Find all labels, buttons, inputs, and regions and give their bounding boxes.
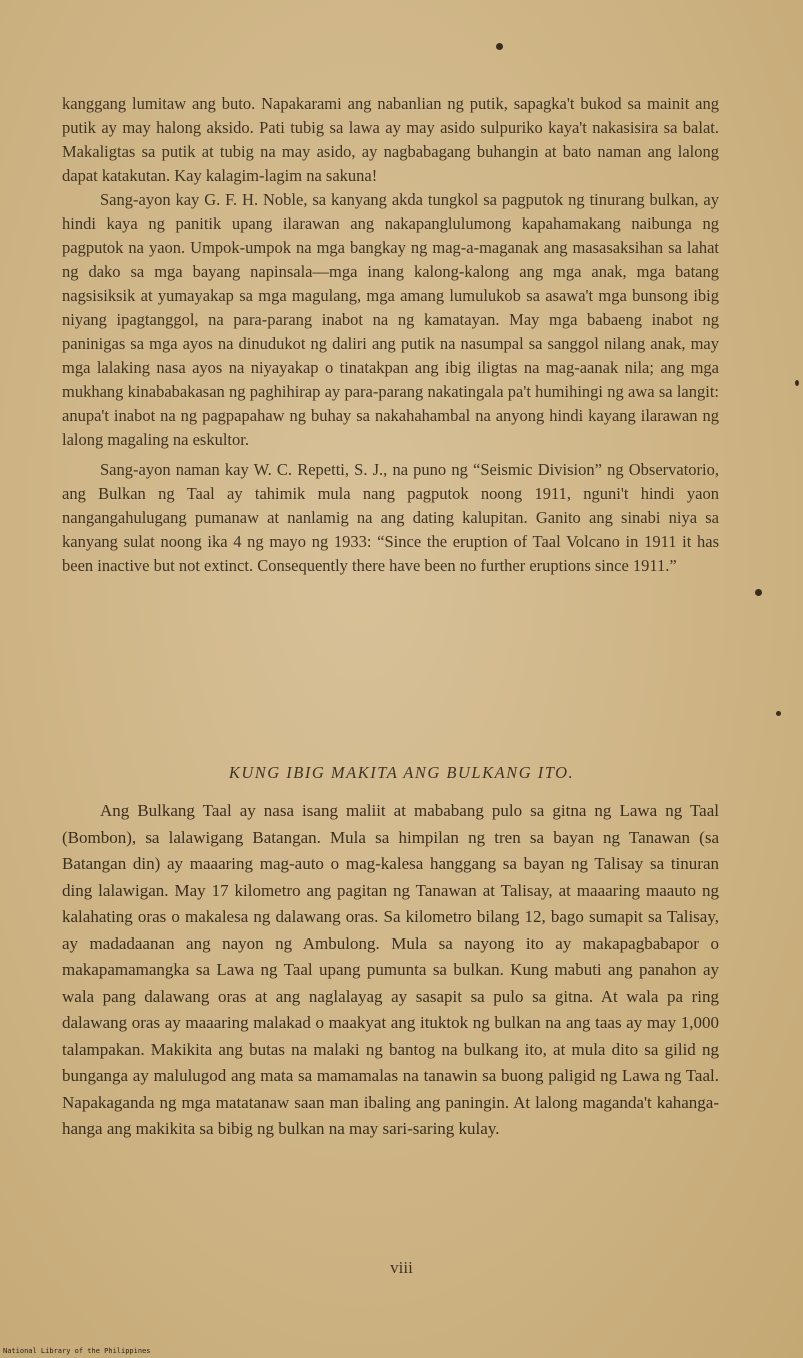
ink-speck: [755, 589, 762, 596]
ink-speck: [496, 43, 503, 50]
paragraph-3: Sang-ayon naman kay W. C. Repetti, S. J., na puno ng “Seismic Division” ng Observatorio, ang Bulkan ng Taal ay tahimik mula nang pagputok noong 1911, nguni't hindi yaon nangangahulugang pumanaw at nanlamig na ang dating kalupitan. Ganito ang sinabi niya sa kanyang sulat noong ika 4 ng mayo ng 1933: “Since the eruption of Taal Volcano in 1911 it has been inactive but not extinct. Consequently there have been no further eruptions since 1911.”: [62, 460, 719, 575]
page-number: viii: [390, 1258, 413, 1277]
lower-text: [62, 798, 719, 1143]
ink-speck: [795, 380, 799, 386]
paragraph-1: kanggang lumitaw ang buto. Napakarami ang nabanlian ng putik, sapagka't bukod sa mainit ang putik ay may halong aksido. Pati tubig sa lawa ay may asido sulpuriko kaya't nakasisira sa balat. Makaligtas sa putik at tubig na may asido, ay nagbabagang buhangin at bato naman ang lalong dapat katakutan. Kay kalagim-lagim na sakuna!: [62, 94, 719, 185]
paragraph-2: Sang-ayon kay G. F. H. Noble, sa kanyang akda tungkol sa pagputok ng tinurang bulkan, ay hindi kaya ng panitik upang ilarawan ang nakapanglulumong kapahamakang naibunga ng pagputok na yaon. Umpok-umpok na mga bangkay ng mag-a-maganak ang masasaksihan sa lahat ng dako sa mga bayang napinsala—mga inang kalong-kalong ang mga anak, mga batang nagsisiksik at yumayakap sa mga magulang, mga amang lumulukob sa asawa't mga bunsong ibig niyang ipagtanggol, na para-parang inabot na ng kamatayan. May mga babaeng inabot ng paninigas sa mga ayos na dinudukot ng daliri ang putik na nasumpal sa sanggol nilang anak, may mga lalaking nasa ayos na niyayakap o tinatakpan ang ibig iligtas na mag-aanak nila; ang mga mukhang kinababakasan ng paghihirap ay para-parang nakatingala pa't humihingi ng awa sa langit: anupa't inabot na ng pagpapahaw ng buhay sa nakahahambal na anyong hindi kayang ilarawan ng lalong magaling na eskultor.: [62, 190, 719, 449]
section-heading: KUNG IBIG MAKITA ANG BULKANG ITO.: [228, 763, 575, 782]
paragraph-4: Ang Bulkang Taal ay nasa isang maliit at mababang pulo sa gitna ng Lawa ng Taal (Bombon), sa lalawigang Batangan. Mula sa himpilan ng tren sa bayan ng Tanawan (sa Batangan din) ay maaaring mag-auto o mag-kalesa hanggang sa bayan ng Talisay sa tinuran ding lalawigan. May 17 kilometro ang pagitan ng Tanawan at Talisay, at maaaring maauto ng kalahating oras o makalesa ng dalawang oras. Sa kilometro bilang 12, bago sumapit sa Talisay, ay madadaanan ang nayon ng Ambulong. Mula sa nayong ito ay makapagbabapor o makapamamangka sa Lawa ng Taal upang pumunta sa bulkan. Kung mabuti ang panahon ay wala pang dalawang oras at ang naglalayag ay sasapit sa pulo sa gitna. At wala pa ring dalawang oras ay maaaring malakad o maakyat ang ituktok ng bulkan na ang taas ay may 1,000 talampakan. Makikita ang butas na malaki ng bantog na bulkang ito, at mula dito sa gilid ng bunganga ay malulugod ang mata sa mamamalas na tanawin sa buong paligid ng Lawa ng Taal. Napakaganda ng mga matatanaw saan man ibaling ang paningin. At lalong maganda't kahanga-hanga ang makikita sa bibig ng bulkan na may sari-saring kulay.: [62, 801, 719, 1138]
upper-text: [62, 92, 719, 578]
library-footer: National Library of the Philippines: [3, 1347, 151, 1355]
ink-speck: [776, 711, 781, 716]
